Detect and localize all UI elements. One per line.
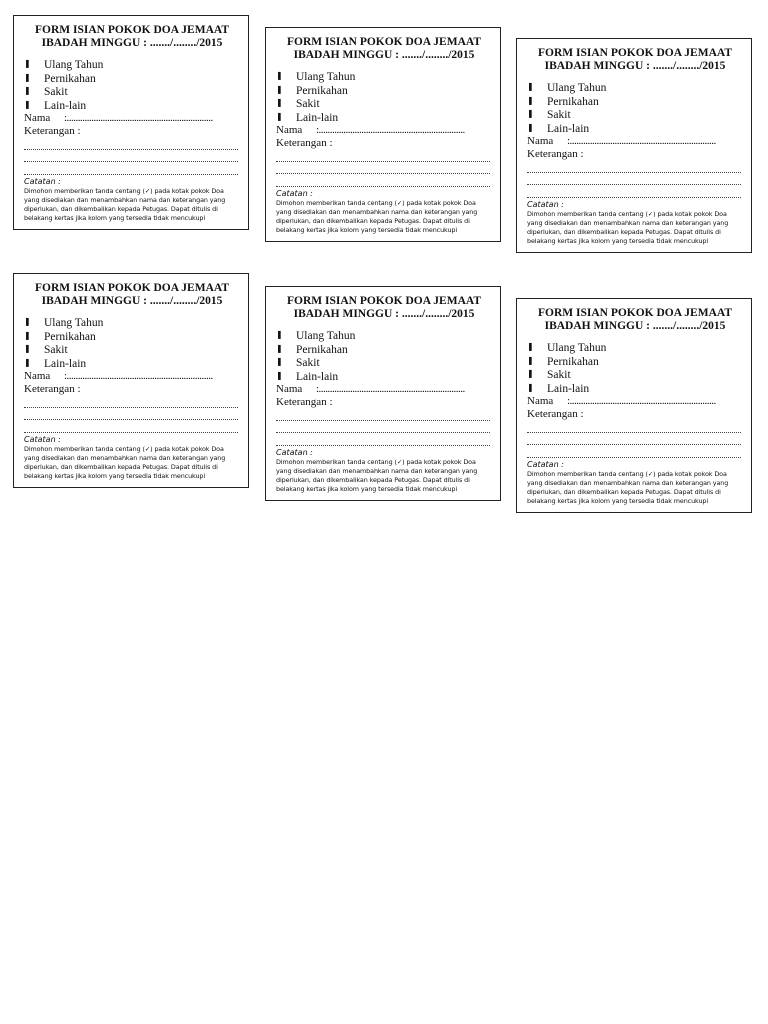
keterangan-line[interactable] (527, 420, 741, 433)
option-label: Sakit (547, 369, 571, 381)
form-title-line1: FORM ISIAN POKOK DOA JEMAAT (537, 47, 732, 59)
nama-blank[interactable]: :................................................................. (64, 112, 213, 124)
prayer-option[interactable] (276, 370, 492, 384)
prayer-form-card (516, 298, 752, 513)
checkbox-icon[interactable]: ❚ (276, 84, 283, 94)
catatan-label: Catatan : (527, 459, 564, 469)
prayer-option[interactable] (276, 111, 492, 125)
form-title-line2: IBADAH MINGGU : ......./......../2015 (293, 49, 475, 61)
checkbox-icon[interactable]: ❚ (24, 317, 31, 326)
option-label: Ulang Tahun (547, 342, 607, 354)
checkbox-icon[interactable]: ❚ (276, 98, 283, 107)
option-label: Sakit (44, 86, 68, 98)
nama-label: Nama (24, 112, 51, 124)
prayer-option[interactable] (276, 329, 492, 343)
prayer-option[interactable] (527, 368, 743, 382)
option-label: Lain-lain (44, 99, 87, 112)
option-label: Pernikahan (296, 84, 348, 97)
nama-label: Nama (24, 370, 51, 382)
prayer-option[interactable] (24, 330, 240, 344)
checkbox-icon[interactable]: ❚ (24, 59, 31, 68)
prayer-option[interactable] (527, 81, 743, 95)
form-title (527, 307, 743, 333)
checkbox-icon[interactable]: ❚ (276, 357, 283, 366)
form-title-line1: FORM ISIAN POKOK DOA JEMAAT (34, 24, 229, 36)
prayer-options (527, 341, 743, 395)
prayer-option[interactable] (527, 108, 743, 122)
checkbox-icon[interactable]: ❚ (24, 99, 31, 109)
prayer-option[interactable] (24, 343, 240, 357)
prayer-option[interactable] (527, 382, 743, 396)
form-title (276, 36, 492, 62)
nama-label: Nama (527, 135, 554, 147)
prayer-form-card (516, 38, 752, 253)
nama-field[interactable] (24, 112, 240, 125)
prayer-option[interactable] (527, 122, 743, 136)
prayer-option[interactable] (527, 355, 743, 369)
prayer-option[interactable] (24, 72, 240, 86)
option-label: Pernikahan (547, 95, 599, 108)
option-label: Lain-lain (547, 122, 590, 135)
form-title (527, 47, 743, 73)
nama-blank[interactable]: :................................................................. (316, 124, 465, 136)
checkbox-icon[interactable]: ❚ (24, 86, 31, 95)
keterangan-line[interactable] (276, 421, 490, 434)
keterangan-line[interactable] (24, 408, 238, 421)
prayer-option[interactable] (24, 58, 240, 72)
form-title (276, 295, 492, 321)
prayer-option[interactable] (276, 70, 492, 84)
nama-field[interactable] (24, 370, 240, 383)
checkbox-icon[interactable]: ❚ (527, 82, 534, 91)
form-title (24, 24, 240, 50)
nama-field[interactable] (276, 383, 492, 396)
prayer-option[interactable] (527, 341, 743, 355)
keterangan-line[interactable] (24, 150, 238, 163)
nama-label: Nama (276, 124, 303, 136)
option-label: Ulang Tahun (44, 317, 104, 329)
keterangan-line[interactable] (527, 185, 741, 198)
nama-field[interactable] (276, 124, 492, 137)
keterangan-label: Keterangan : (276, 136, 333, 149)
catatan-text: Dimohon memberikan tanda centang (✓) pada kotak pokok Doa yang disediakan dan menambahkan nama dan keterangan yang diperlukan, dan dikembalikan kepada Petugas. Dapat ditulis di belakang kertas jika kolom yang tersedia tidak mencukupi (527, 469, 729, 505)
form-title-line2: IBADAH MINGGU : ......./......../2015 (544, 320, 726, 332)
option-label: Pernikahan (44, 72, 96, 85)
keterangan-line[interactable] (24, 137, 238, 150)
prayer-options (276, 70, 492, 124)
checkbox-icon[interactable]: ❚ (276, 370, 283, 380)
option-label: Ulang Tahun (296, 330, 356, 342)
checkbox-icon[interactable]: ❚ (24, 344, 31, 353)
catatan-text: Dimohon memberikan tanda centang (✓) pada kotak pokok Doa yang disediakan dan menambahkan nama dan keterangan yang diperlukan, dan dikembalikan kepada Petugas. Dapat ditulis di belakang kertas jika kolom yang tersedia tidak mencukupi (527, 209, 729, 245)
prayer-option[interactable] (276, 84, 492, 98)
form-title-line1: FORM ISIAN POKOK DOA JEMAAT (537, 307, 732, 319)
prayer-option[interactable] (276, 356, 492, 370)
prayer-option[interactable] (276, 97, 492, 111)
option-label: Ulang Tahun (547, 82, 607, 94)
prayer-option[interactable] (24, 357, 240, 371)
option-label: Sakit (547, 109, 571, 121)
prayer-options (527, 81, 743, 135)
form-title (24, 282, 240, 308)
keterangan-line[interactable] (24, 420, 238, 433)
prayer-option[interactable] (276, 343, 492, 357)
catatan-text: Dimohon memberikan tanda centang (✓) pada kotak pokok Doa yang disediakan dan menambahkan nama dan keterangan yang diperlukan, dan dikembalikan kepada Petugas. Dapat ditulis di belakang kertas jika kolom yang tersedia tidak mencukupi (24, 444, 226, 480)
prayer-option[interactable] (24, 85, 240, 99)
nama-label: Nama (527, 395, 554, 407)
form-title-line1: FORM ISIAN POKOK DOA JEMAAT (286, 295, 481, 307)
checkbox-icon[interactable]: ❚ (24, 330, 31, 340)
checkbox-icon[interactable]: ❚ (276, 111, 283, 121)
option-label: Ulang Tahun (44, 59, 104, 71)
keterangan-line[interactable] (527, 160, 741, 173)
prayer-option[interactable] (527, 95, 743, 109)
option-label: Ulang Tahun (296, 71, 356, 83)
form-title-line2: IBADAH MINGGU : ......./......../2015 (41, 295, 223, 307)
checkbox-icon[interactable]: ❚ (24, 357, 31, 367)
nama-blank[interactable]: :................................................................. (567, 395, 716, 407)
option-label: Lain-lain (44, 357, 87, 370)
checkbox-icon[interactable]: ❚ (527, 342, 534, 351)
prayer-form-card (265, 286, 501, 501)
prayer-form-card (265, 27, 501, 242)
form-title-line2: IBADAH MINGGU : ......./......../2015 (293, 308, 475, 320)
keterangan-label: Keterangan : (276, 395, 333, 408)
checkbox-icon[interactable]: ❚ (24, 72, 31, 82)
keterangan-line[interactable] (527, 445, 741, 458)
keterangan-line[interactable] (527, 173, 741, 186)
checkbox-icon[interactable]: ❚ (527, 355, 534, 365)
option-label: Sakit (296, 357, 320, 369)
prayer-options (276, 329, 492, 383)
keterangan-label: Keterangan : (527, 407, 584, 420)
nama-blank[interactable]: :................................................................. (316, 383, 465, 395)
checkbox-icon[interactable]: ❚ (276, 330, 283, 339)
form-title-line1: FORM ISIAN POKOK DOA JEMAAT (286, 36, 481, 48)
option-label: Pernikahan (547, 355, 599, 368)
form-title-line2: IBADAH MINGGU : ......./......../2015 (544, 60, 726, 72)
catatan-label: Catatan : (276, 188, 313, 198)
keterangan-line[interactable] (276, 149, 490, 162)
nama-label: Nama (276, 383, 303, 395)
prayer-form-card (13, 15, 249, 230)
catatan-text: Dimohon memberikan tanda centang (✓) pada kotak pokok Doa yang disediakan dan menambahkan nama dan keterangan yang diperlukan, dan dikembalikan kepada Petugas. Dapat ditulis di belakang kertas jika kolom yang tersedia tidak mencukupi (276, 457, 478, 493)
checkbox-icon[interactable]: ❚ (527, 369, 534, 378)
keterangan-label: Keterangan : (24, 382, 81, 395)
checkbox-icon[interactable]: ❚ (527, 382, 534, 392)
option-label: Lain-lain (296, 111, 339, 124)
form-title-line2: IBADAH MINGGU : ......./......../2015 (41, 37, 223, 49)
nama-field[interactable] (527, 135, 743, 148)
nama-blank[interactable]: :................................................................. (64, 370, 213, 382)
catatan-label: Catatan : (527, 199, 564, 209)
option-label: Pernikahan (296, 343, 348, 356)
checkbox-icon[interactable]: ❚ (527, 122, 534, 132)
keterangan-line[interactable] (276, 162, 490, 175)
nama-blank[interactable]: :................................................................. (567, 135, 716, 147)
checkbox-icon[interactable]: ❚ (276, 343, 283, 353)
keterangan-line[interactable] (276, 433, 490, 446)
keterangan-line[interactable] (276, 174, 490, 187)
keterangan-line[interactable] (24, 162, 238, 175)
option-label: Lain-lain (296, 370, 339, 383)
checkbox-icon[interactable]: ❚ (276, 71, 283, 80)
catatan-label: Catatan : (276, 447, 313, 457)
catatan-text: Dimohon memberikan tanda centang (✓) pada kotak pokok Doa yang disediakan dan menambahkan nama dan keterangan yang diperlukan, dan dikembalikan kepada Petugas. Dapat ditulis di belakang kertas jika kolom yang tersedia tidak mencukupi (24, 186, 226, 222)
option-label: Pernikahan (44, 330, 96, 343)
keterangan-label: Keterangan : (24, 124, 81, 137)
keterangan-line[interactable] (276, 408, 490, 421)
prayer-options (24, 316, 240, 370)
form-title-line1: FORM ISIAN POKOK DOA JEMAAT (34, 282, 229, 294)
catatan-label: Catatan : (24, 176, 61, 186)
keterangan-line[interactable] (527, 433, 741, 446)
keterangan-line[interactable] (24, 395, 238, 408)
prayer-option[interactable] (24, 316, 240, 330)
prayer-options (24, 58, 240, 112)
catatan-text: Dimohon memberikan tanda centang (✓) pada kotak pokok Doa yang disediakan dan menambahkan nama dan keterangan yang diperlukan, dan dikembalikan kepada Petugas. Dapat ditulis di belakang kertas jika kolom yang tersedia tidak mencukupi (276, 198, 478, 234)
prayer-form-card (13, 273, 249, 488)
option-label: Sakit (44, 344, 68, 356)
option-label: Sakit (296, 98, 320, 110)
checkbox-icon[interactable]: ❚ (527, 95, 534, 105)
keterangan-label: Keterangan : (527, 147, 584, 160)
nama-field[interactable] (527, 395, 743, 408)
catatan-label: Catatan : (24, 434, 61, 444)
checkbox-icon[interactable]: ❚ (527, 109, 534, 118)
prayer-option[interactable] (24, 99, 240, 113)
option-label: Lain-lain (547, 382, 590, 395)
